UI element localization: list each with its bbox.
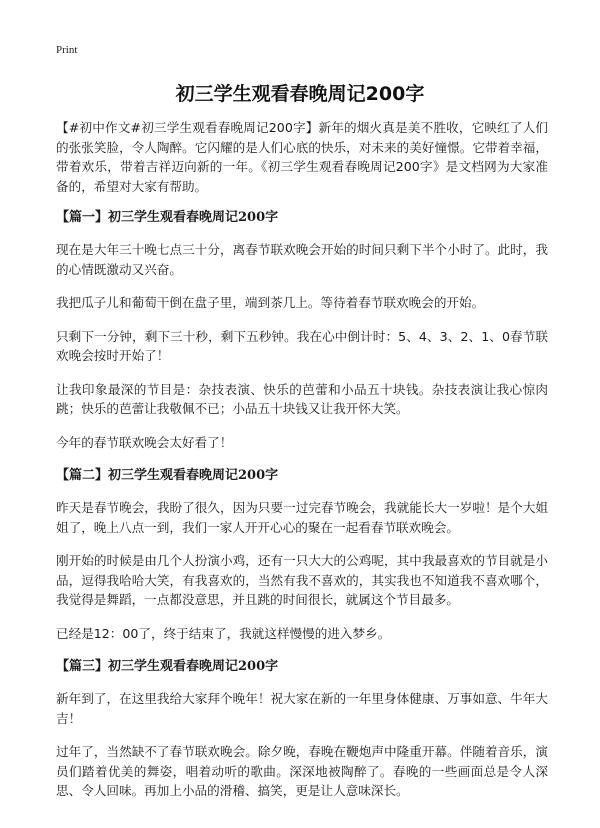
paragraph: 刚开始的时候是由几个人扮演小鸡，还有一只大大的公鸡呢，其中我最喜欢的节目就是小品，逗得我哈哈大笑，有我喜欢的，当然有我不喜欢的，其实我也不知道我不喜欢哪个，我觉得是舞蹈，一点都没意思，并且跳的时间很长，就属这个节目最多。 [56, 553, 548, 607]
paragraph: 只剩下一分钟，剩下三十秒，剩下五秒钟。我在心中倒计时：5、4、3、2、1、0春节联欢晚会按时开始了！ [56, 328, 548, 363]
paragraph: 昨天是春节晚会，我盼了很久，因为只要一过完春节晚会，我就能长大一岁啦！是个大姐姐了，晚上八点一到，我们一家人开开心心的聚在一起看春节联欢晚会。 [56, 500, 548, 535]
section-3 [56, 657, 548, 801]
intro-paragraph: 【#初中作文#初三学生观看春晚周记200字】新年的烟火真是美不胜收，它映红了人们的张张笑脸，令人陶醉。它闪耀的是人们心底的快乐，对未来的美好憧憬。它带着幸福，带着欢乐，带着吉祥迈向新的一年。《初三学生观看春晚周记200字》是文档网为大家准备的，希望对大家有帮助。 [56, 120, 548, 194]
paragraph: 我把瓜子儿和葡萄干倒在盘子里，端到茶几上。等待着春节联欢晚会的开始。 [56, 295, 485, 310]
section-heading: 【篇三】初三学生观看春晚周记200字 [56, 659, 279, 674]
section-heading: 【篇一】初三学生观看春晚周记200字 [56, 210, 279, 225]
paragraph: 现在是大年三十晚七点三十分，离春节联欢晚会开始的时间只剩下半个小时了。此时，我的心情既激动又兴奋。 [56, 242, 548, 277]
page-title: 初三学生观看春晚周记200字 [175, 83, 425, 105]
paragraph: 已经是12：00了，终于结束了，我就这样慢慢的进入梦乡。 [56, 625, 391, 641]
section-1 [56, 208, 548, 452]
section-heading: 【篇二】初三学生观看春晚周记200字 [56, 468, 279, 483]
section-2 [56, 466, 548, 643]
paragraph: 过年了，当然缺不了春节联欢晚会。除夕晚，春晚在鞭炮声中隆重开幕。伴随着音乐，演员们踏着优美的舞姿，唱着动听的歌曲。深深地被陶醉了。春晚的一些画面总是令人深思、令人回味。再加上小品的滑稽、搞笑，更是让人意味深长。 [56, 744, 548, 798]
paragraph: 新年到了，在这里我给大家拜个晚年！祝大家在新的一年里身体健康、万事如意、牛年大吉！ [56, 691, 548, 726]
article-body [56, 118, 548, 815]
paragraph: 让我印象最深的节目是：杂技表演、快乐的芭蕾和小品五十块钱。杂技表演让我心惊肉跳；快乐的芭蕾让我敬佩不已；小品五十块钱又让我开怀大笑。 [56, 381, 548, 416]
print-link[interactable]: Print [56, 44, 78, 56]
paragraph: 今年的春节联欢晚会太好看了！ [56, 434, 233, 450]
